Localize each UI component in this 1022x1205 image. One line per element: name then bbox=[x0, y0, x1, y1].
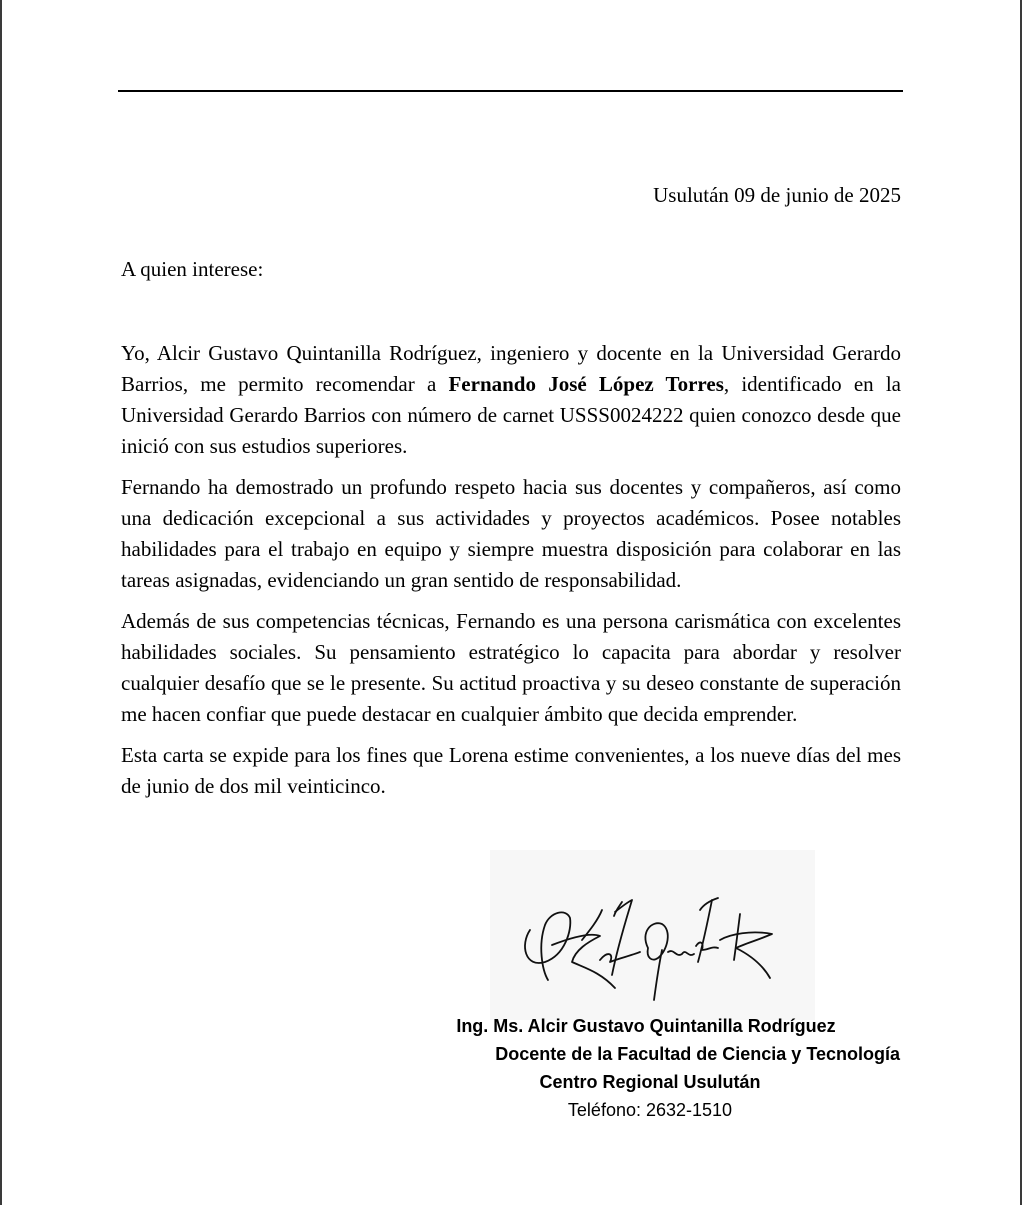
recommended-person-name: Fernando José López Torres bbox=[448, 372, 724, 396]
letter-body bbox=[121, 338, 901, 812]
paragraph-introduction-end: , identificado en la Universidad Gerardo Barrios con número de carnet USSS0024222 quien conozco desde que inició con sus estudios superiores. bbox=[121, 372, 901, 458]
signatory-name: Ing. Ms. Alcir Gustavo Quintanilla Rodríguez bbox=[456, 1016, 836, 1036]
letter-date: Usulután 09 de junio de 2025 bbox=[653, 183, 901, 207]
signature-block bbox=[430, 1012, 930, 1124]
paragraph-closing: Esta carta se expide para los fines que Lorena estime convenientes, a los nueve días del mes de junio de dos mil veinticinco. bbox=[121, 743, 901, 798]
paragraph-introduction-start: Yo, Alcir Gustavo Quintanilla Rodríguez, ingeniero y docente en la Universidad Gerardo Barrios, me permito recomendar a bbox=[121, 341, 901, 396]
page-border-left bbox=[0, 0, 2, 1205]
header-rule bbox=[118, 90, 903, 92]
signature-icon bbox=[490, 850, 815, 1020]
letter-salutation: A quien interese: bbox=[121, 257, 264, 281]
paragraph-conduct: Fernando ha demostrado un profundo respeto hacia sus docentes y compañeros, así como una dedicación excepcional a sus actividades y proyectos académicos. Posee notables habilidades para el trabajo en equipo y siempre muestra disposición para colaborar en las tareas asignadas, evidenciando un gran sentido de responsabilidad. bbox=[121, 475, 901, 592]
paragraph-introduction bbox=[121, 338, 901, 462]
signatory-position: Docente de la Facultad de Ciencia y Tecnología bbox=[495, 1044, 900, 1064]
signatory-phone: Teléfono: 2632-1510 bbox=[567, 1100, 733, 1120]
handwritten-signature bbox=[490, 850, 815, 1020]
paragraph-competencies: Además de sus competencias técnicas, Fernando es una persona carismática con excelentes habilidades sociales. Su pensamiento estratégico lo capacita para abordar y resolver cualquier desafío que se le presente. Su actitud proactiva y su deseo constante de superación me hacen confiar que puede destacar en cualquier ámbito que decida emprender. bbox=[121, 609, 901, 726]
signatory-center: Centro Regional Usulután bbox=[539, 1072, 761, 1092]
